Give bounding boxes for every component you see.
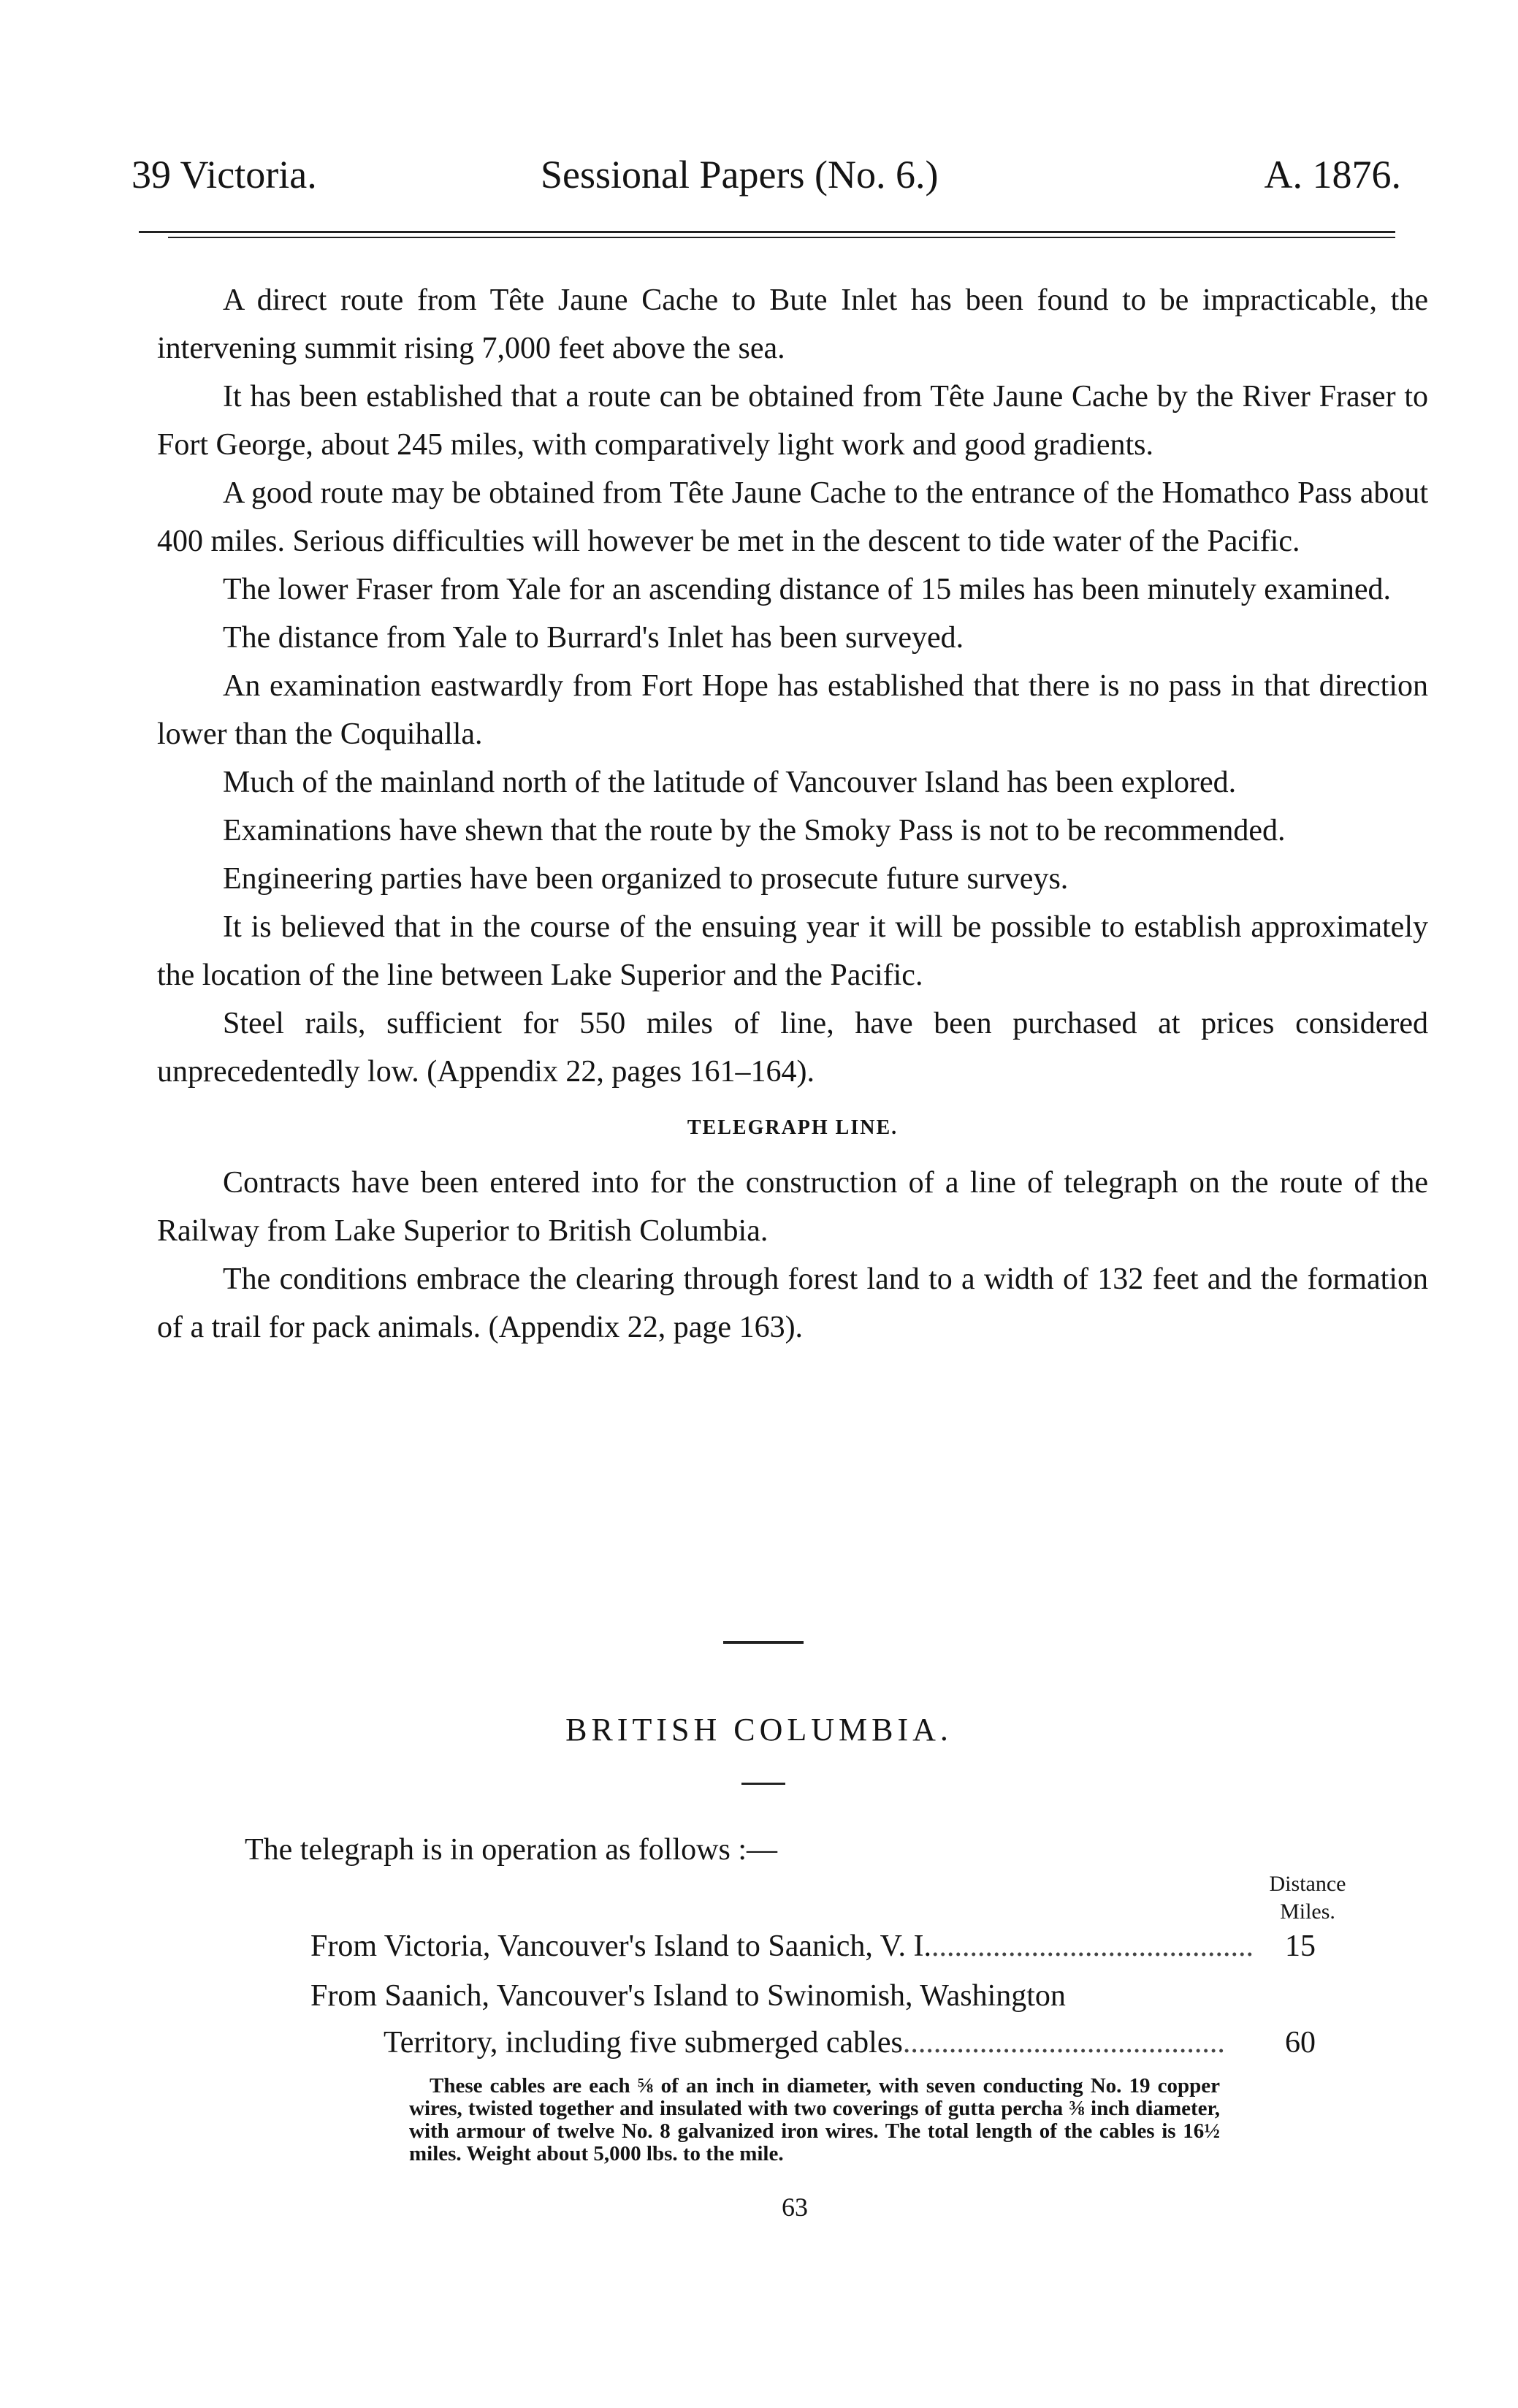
row-label: Territory, including five submerged cables: [384, 2026, 903, 2060]
cable-note: These cables are each ⅝ of an inch in diameter, with seven conducting No. 19 copper wires, twisted together and insulated with two coverings of gutta percha ⅜ inch diameter, with armour of twelve No. 8 galvanized iron wires. The total length of the cables is 16½ miles. Weight about 5,000 lbs. to the mile.: [409, 2074, 1220, 2165]
paragraph: Steel rails, sufficient for 550 miles of line, have been purchased at prices considered unprecedentedly low. (Appendix 22, pages 161–164).: [157, 1007, 1428, 1089]
header-volume: 39 Victoria.: [131, 153, 317, 197]
telegraph-heading: TELEGRAPH LINE.: [687, 1116, 899, 1139]
distance-header-line: Distance: [1269, 1872, 1346, 1896]
paragraph: Engineering parties have been organized to prosecute future surveys.: [223, 862, 1069, 896]
section-divider: [723, 1641, 804, 1644]
dot-leader: ..........................................: [931, 1929, 1254, 1963]
main-text: [157, 276, 1428, 1352]
header-year: A. 1876.: [1264, 153, 1401, 197]
row-label: From Saanich, Vancouver's Island to Swinomish, Washington: [310, 1979, 1066, 2013]
paragraph: Contracts have been entered into for the construction of a line of telegraph on the route of the Railway from Lake Superior to British Columbia.: [157, 1166, 1428, 1248]
paragraph: Examinations have shewn that the route by the Smoky Pass is not to be recommended.: [223, 814, 1286, 847]
table-row: [310, 1929, 1289, 1964]
table-row: [310, 1978, 1289, 2013]
paragraph: It is believed that in the course of the ensuing year it will be possible to establish approximately the location of the line between Lake Superior and the Pacific.: [157, 910, 1428, 992]
paragraph: Much of the mainland north of the latitude of Vancouver Island has been explored.: [223, 766, 1237, 799]
header-title: Sessional Papers (No. 6.): [541, 153, 939, 197]
paragraph: The distance from Yale to Burrard's Inlet has been surveyed.: [223, 621, 964, 655]
paragraph: The lower Fraser from Yale for an ascending distance of 15 miles has been minutely examined.: [223, 573, 1392, 606]
paragraph: An examination eastwardly from Fort Hope has established that there is no pass in that direction lower than the Coquihalla.: [157, 669, 1428, 751]
table-intro: The telegraph is in operation as follows :—: [245, 1833, 777, 1867]
paragraph: A direct route from Tête Jaune Cache to Bute Inlet has been found to be impracticable, the intervening summit rising 7,000 feet above the sea.: [157, 283, 1428, 365]
paragraph: The conditions embrace the clearing through forest land to a width of 132 feet and the formation of a trail for pack animals. (Appendix 22, page 163).: [157, 1262, 1428, 1344]
page-number: 63: [782, 2192, 808, 2222]
distance-column-header: [1198, 1870, 1417, 1926]
page-header: [131, 152, 1401, 210]
row-value: 15: [1285, 1929, 1316, 1963]
header-rule-bottom: [168, 237, 1395, 238]
dot-leader: ..........................................: [902, 2026, 1225, 2060]
row-value: 60: [1285, 2026, 1316, 2060]
header-rule-top: [139, 231, 1395, 233]
title-underline: [741, 1783, 785, 1785]
paragraph: A good route may be obtained from Tête Jaune Cache to the entrance of the Homathco Pass about 400 miles. Serious difficulties will however be met in the descent to tide water of the Pacific.: [157, 476, 1428, 558]
table-row-continuation: [384, 2025, 1289, 2060]
section-title: BRITISH COLUMBIA.: [565, 1712, 953, 1748]
paragraph: It has been established that a route can be obtained from Tête Jaune Cache by the River Fraser to Fort George, about 245 miles, with comparatively light work and good gradients.: [157, 380, 1428, 462]
distance-header-line: Miles.: [1280, 1900, 1335, 1924]
row-label: From Victoria, Vancouver's Island to Saanich, V. I.: [310, 1929, 931, 1963]
